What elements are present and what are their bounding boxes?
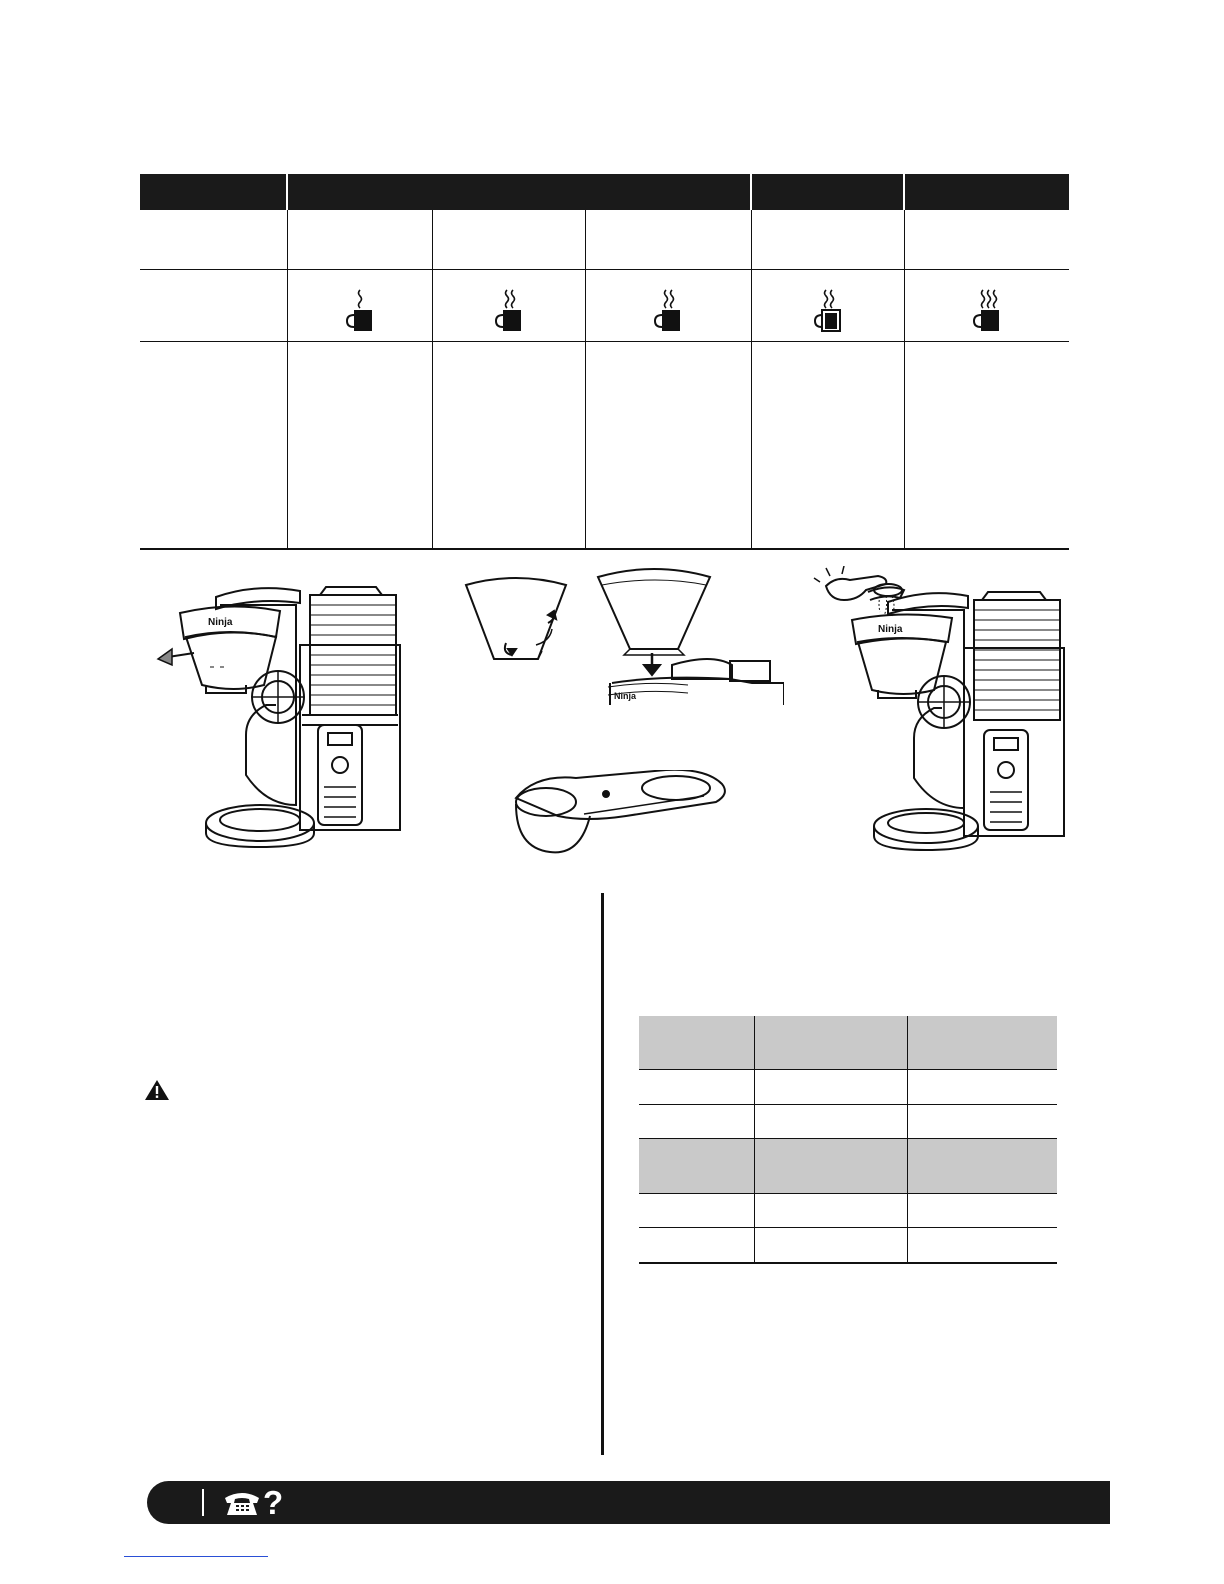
table-cell bbox=[432, 341, 585, 549]
phone-icon bbox=[223, 1489, 261, 1517]
brand-logo: Ninja bbox=[614, 691, 637, 701]
filter-folding-illustration bbox=[462, 565, 784, 705]
table-cell bbox=[907, 1104, 1057, 1139]
table-cell bbox=[639, 1139, 754, 1193]
table-row bbox=[140, 341, 1069, 549]
table-cell bbox=[751, 270, 904, 342]
table-cell bbox=[287, 341, 432, 549]
brand-logo: Ninja bbox=[208, 617, 233, 628]
table-cell bbox=[904, 270, 1069, 342]
table-cell bbox=[754, 1070, 907, 1105]
footer-separator bbox=[202, 1489, 204, 1516]
mug-1-steam-icon bbox=[343, 288, 377, 332]
table-cell bbox=[639, 1070, 754, 1105]
table-cell bbox=[754, 1139, 907, 1193]
table-cell bbox=[904, 210, 1069, 269]
mug-2-steam-icon bbox=[651, 288, 685, 332]
table-cell bbox=[585, 210, 751, 269]
table-cell bbox=[754, 1228, 907, 1263]
table-row bbox=[639, 1193, 1057, 1228]
table-cell bbox=[585, 270, 751, 342]
table-header-cell bbox=[904, 174, 1069, 210]
table-cell bbox=[140, 270, 287, 342]
ratio-table bbox=[639, 1016, 1057, 1264]
table-header-cell bbox=[140, 174, 287, 210]
table-header-cell bbox=[287, 174, 751, 210]
table-cell bbox=[907, 1016, 1057, 1070]
table-cell bbox=[754, 1016, 907, 1070]
table-header-row bbox=[639, 1016, 1057, 1070]
table-header-row bbox=[639, 1139, 1057, 1193]
help-question-mark: ? bbox=[263, 1484, 284, 1521]
table-cell bbox=[432, 270, 585, 342]
table-cell bbox=[907, 1139, 1057, 1193]
footer-bar bbox=[147, 1481, 1110, 1524]
column-divider bbox=[601, 893, 604, 1455]
table-cell bbox=[754, 1193, 907, 1228]
brand-logo: Ninja bbox=[878, 624, 903, 635]
brew-style-table bbox=[140, 174, 1069, 550]
table-cell bbox=[432, 210, 585, 269]
warning-icon bbox=[144, 1079, 170, 1101]
table-row bbox=[140, 210, 1069, 269]
table-row bbox=[140, 270, 1069, 342]
table-cell bbox=[754, 1104, 907, 1139]
table-cell bbox=[751, 210, 904, 269]
table-row bbox=[639, 1070, 1057, 1105]
table-cell bbox=[907, 1193, 1057, 1228]
mug-2-steam-icon bbox=[811, 288, 845, 332]
table-cell bbox=[639, 1193, 754, 1228]
table-cell bbox=[751, 341, 904, 549]
table-cell bbox=[904, 341, 1069, 549]
table-cell bbox=[585, 341, 751, 549]
mug-3-steam-icon bbox=[970, 288, 1004, 332]
table-row bbox=[639, 1104, 1057, 1139]
mug-2-steam-icon bbox=[492, 288, 526, 332]
bottom-link-underline bbox=[124, 1556, 268, 1557]
table-cell bbox=[639, 1016, 754, 1070]
table-cell bbox=[140, 341, 287, 549]
table-cell bbox=[140, 210, 287, 269]
table-cell bbox=[907, 1228, 1057, 1263]
brewer-basket-open-illustration bbox=[150, 575, 410, 850]
table-cell bbox=[287, 270, 432, 342]
table-cell bbox=[287, 210, 432, 269]
scoop-illustration bbox=[508, 770, 730, 862]
table-row bbox=[639, 1228, 1057, 1263]
table-header-cell bbox=[751, 174, 904, 210]
table-header-row bbox=[140, 174, 1069, 210]
table-cell bbox=[639, 1228, 754, 1263]
table-cell bbox=[639, 1104, 754, 1139]
table-cell bbox=[907, 1070, 1057, 1105]
brewer-adding-grounds-illustration bbox=[808, 566, 1070, 852]
